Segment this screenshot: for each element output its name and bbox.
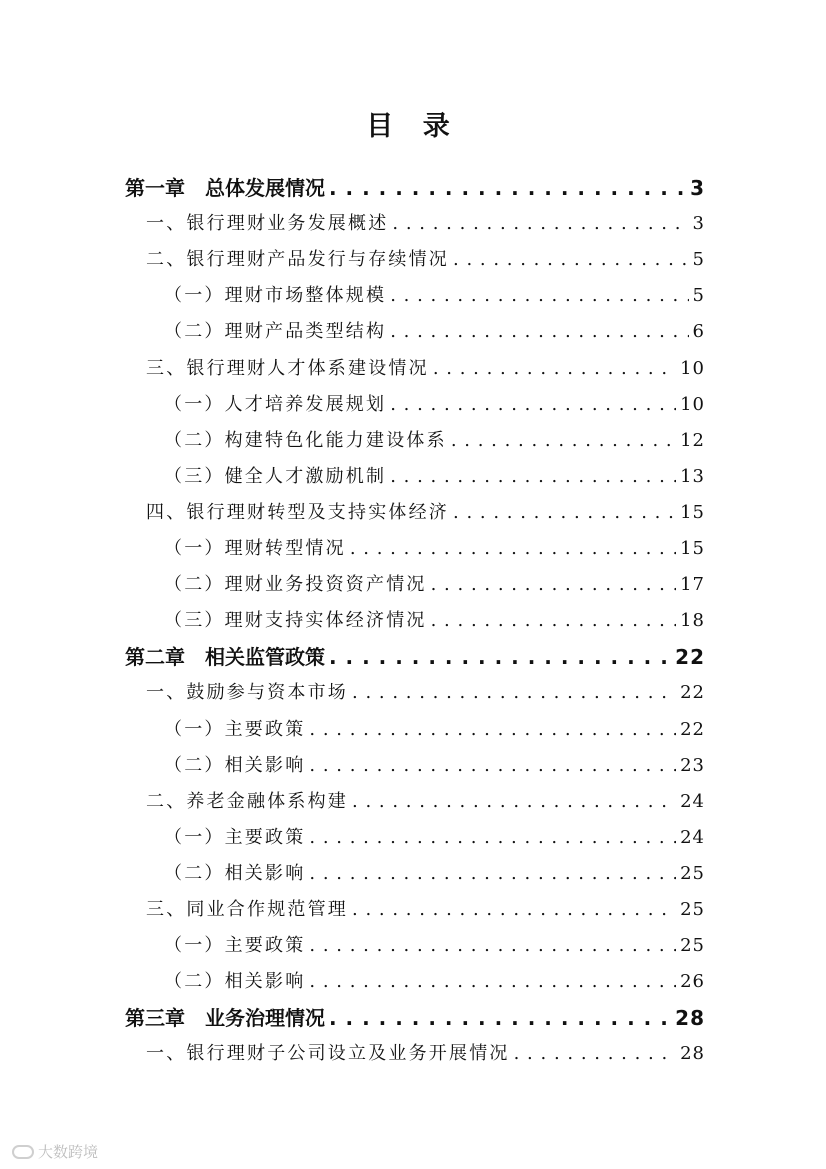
toc-entry-sub[interactable] <box>164 459 705 495</box>
toc-entry-label: （一）理财市场整体规模 <box>164 285 387 307</box>
toc-entry-label: （一）理财转型情况 <box>164 538 346 559</box>
toc-entry-page-number: 10 <box>680 357 705 379</box>
toc-dot-leader <box>309 856 676 892</box>
toc-dot-leader <box>392 206 688 242</box>
toc-entry-page-number: 3 <box>692 213 705 235</box>
toc-dot-leader <box>352 784 676 820</box>
toc-entry-label: （二）构建特色化能力建设体系 <box>164 429 447 451</box>
toc-entry-label: 三、银行理财人才体系建设情况 <box>146 357 429 379</box>
toc-dot-leader <box>453 495 676 531</box>
toc-dot-leader <box>431 603 676 639</box>
toc-entry-section[interactable] <box>146 206 705 242</box>
toc-dot-leader <box>431 567 676 603</box>
watermark-logo-icon <box>12 1145 34 1159</box>
toc-entry-label: 一、银行理财业务发展概述 <box>146 213 389 235</box>
toc-entry-page-number: 22 <box>680 718 705 740</box>
toc-entry-sub[interactable] <box>164 603 705 639</box>
toc-entry-label: 二、养老金融体系构建 <box>146 790 348 812</box>
toc-entry-page-number: 5 <box>692 249 705 271</box>
toc-entry-label: （二）相关影响 <box>164 971 306 993</box>
toc-entry-sub[interactable] <box>164 820 705 856</box>
toc-entry-chapter[interactable] <box>125 170 705 206</box>
toc-entry-page-number: 25 <box>680 935 705 957</box>
toc-entry-page-number: 6 <box>692 321 705 343</box>
toc-entry-label: 三、同业合作规范管理 <box>146 899 348 920</box>
toc-entry-section[interactable] <box>146 1036 705 1072</box>
toc-dot-leader <box>451 423 676 459</box>
toc-dot-leader <box>390 387 676 423</box>
toc-dot-leader <box>309 748 676 784</box>
toc-dot-leader <box>390 278 688 314</box>
toc-entry-page-number: 26 <box>680 971 705 993</box>
toc-entry-label: （二）理财业务投资资产情况 <box>164 574 427 596</box>
toc-entry-label: （一）人才培养发展规划 <box>164 393 387 415</box>
toc-entry-label: （一）主要政策 <box>164 935 306 957</box>
toc-entry-page-number: 15 <box>680 538 705 559</box>
toc-entry-page-number: 25 <box>680 899 705 920</box>
toc-entry-page-number: 15 <box>680 501 705 523</box>
toc-entry-sub[interactable] <box>164 567 705 603</box>
toc-entry-page-number: 18 <box>680 610 705 632</box>
toc-entry-page-number: 17 <box>680 574 705 596</box>
toc-entry-page-number: 24 <box>680 826 705 848</box>
toc-entry-page-number: 3 <box>690 176 705 200</box>
toc-entry-label: （三）理财支持实体经济情况 <box>164 610 427 632</box>
page-title: 目 录 <box>366 111 460 142</box>
toc-entry-sub[interactable] <box>164 531 705 567</box>
toc-entry-section[interactable] <box>146 495 705 531</box>
toc-entry-section[interactable] <box>146 242 705 278</box>
toc-entry-page-number: 22 <box>675 645 705 670</box>
toc-entry-sub[interactable] <box>164 387 705 423</box>
toc-entry-label: 一、鼓励参与资本市场 <box>146 682 348 704</box>
toc-entry-page-number: 28 <box>675 1006 705 1031</box>
toc-dot-leader <box>329 170 686 206</box>
toc-entry-label: （一）主要政策 <box>164 718 306 740</box>
toc-dot-leader <box>390 314 688 350</box>
toc-dot-leader <box>309 712 676 748</box>
toc-entry-page-number: 25 <box>680 862 705 884</box>
toc-entry-page-number: 13 <box>680 465 705 487</box>
toc-entry-section[interactable] <box>146 784 705 820</box>
toc-entry-label: （三）健全人才激励机制 <box>164 465 387 487</box>
toc-dot-leader <box>309 928 676 964</box>
toc-dot-leader <box>514 1036 676 1072</box>
watermark-text: 大数跨境 <box>38 1143 99 1161</box>
toc-dot-leader <box>329 639 671 675</box>
toc-dot-leader <box>309 820 676 856</box>
toc-entry-page-number: 5 <box>692 285 705 307</box>
toc-entry-chapter[interactable] <box>125 1000 705 1036</box>
toc-entry-sub[interactable] <box>164 748 705 784</box>
toc-entry-section[interactable] <box>146 892 705 928</box>
toc-dot-leader <box>453 242 689 278</box>
toc-entry-sub[interactable] <box>164 314 705 350</box>
toc-entry-page-number: 10 <box>680 393 705 415</box>
toc-entry-label: 第一章 总体发展情况 <box>125 176 325 200</box>
toc-dot-leader <box>352 892 676 928</box>
toc-entry-label: 二、银行理财产品发行与存续情况 <box>146 249 449 271</box>
toc-entry-sub[interactable] <box>164 423 705 459</box>
toc-entry-section[interactable] <box>146 675 705 711</box>
toc-dot-leader <box>350 531 676 567</box>
toc-entry-sub[interactable] <box>164 928 705 964</box>
toc-dot-leader <box>329 1000 671 1036</box>
toc-entry-label: 第二章 相关监管政策 <box>125 645 325 670</box>
watermark <box>12 1141 98 1162</box>
toc-dot-leader <box>352 675 676 711</box>
toc-entry-label: 第三章 业务治理情况 <box>125 1006 325 1031</box>
toc-entry-sub[interactable] <box>164 964 705 1000</box>
toc-entry-label: （二）相关影响 <box>164 754 306 776</box>
toc-dot-leader <box>309 964 676 1000</box>
toc-entry-sub[interactable] <box>164 712 705 748</box>
toc-dot-leader <box>433 351 676 387</box>
toc-entry-label: （二）理财产品类型结构 <box>164 321 387 343</box>
toc-entry-label: 四、银行理财转型及支持实体经济 <box>146 501 449 523</box>
toc-entry-page-number: 28 <box>680 1043 705 1065</box>
toc-entry-page-number: 23 <box>680 754 705 776</box>
toc-entry-label: 一、银行理财子公司设立及业务开展情况 <box>146 1043 510 1065</box>
toc-entry-sub[interactable] <box>164 856 705 892</box>
toc-entry-page-number: 22 <box>680 682 705 704</box>
toc-dot-leader <box>390 459 676 495</box>
toc-entry-section[interactable] <box>146 351 705 387</box>
toc-entry-page-number: 12 <box>680 429 705 451</box>
toc-entry-label: （一）主要政策 <box>164 826 306 848</box>
toc-entry-sub[interactable] <box>164 278 705 314</box>
toc-entry-chapter[interactable] <box>125 639 705 675</box>
toc-entry-page-number: 24 <box>680 790 705 812</box>
toc-entry-label: （二）相关影响 <box>164 862 306 884</box>
